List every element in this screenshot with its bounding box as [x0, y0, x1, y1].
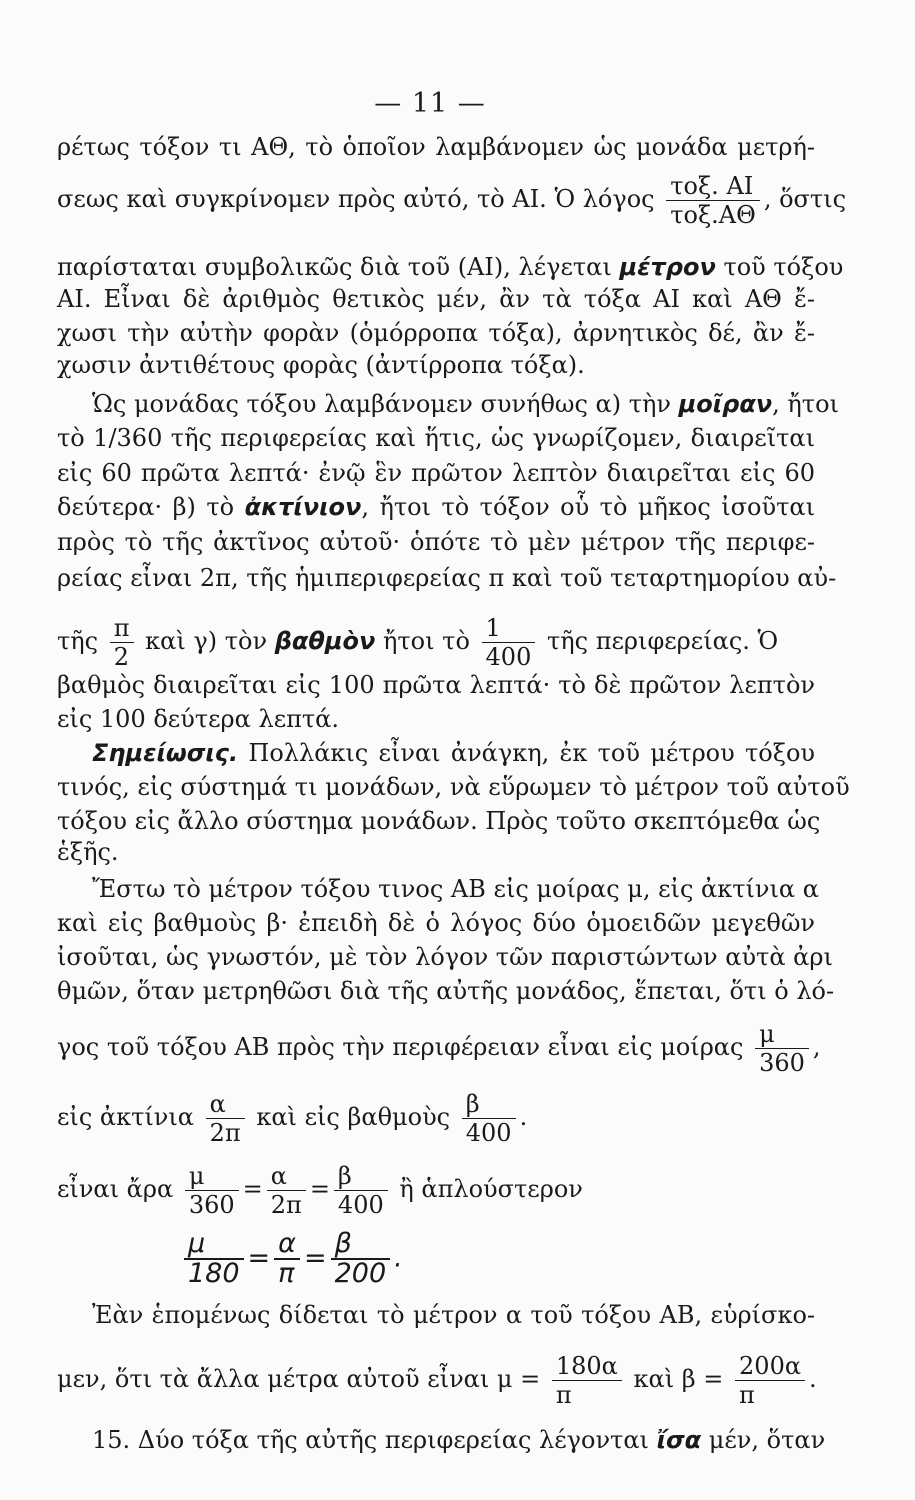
emphasis-term: βαθμὸν — [274, 627, 376, 655]
fraction: $\frac{\mu}{360}$ — [755, 1020, 809, 1077]
fraction: $\frac{\beta}{400}$ — [334, 1162, 388, 1219]
fraction: $\frac{\pi}{2}$ — [110, 614, 134, 671]
text-line: Σημείωσις. Πολλάκις εἶναι ἀνάγκη, ἐκ τοῦ μέτρου τόξου — [92, 739, 815, 767]
emphasis-term: μοῖραν — [678, 390, 773, 418]
text-line: βαθμὸς διαιρεῖται εἰς 100 πρῶτα λεπτά· τὸ δὲ πρῶτον λεπτὸν — [57, 671, 815, 699]
text-line: ρείας εἶναι 2π, τῆς ἡμιπεριφερείας π καὶ τοῦ τεταρτημορίου αὐ- — [57, 564, 837, 592]
fraction: $\frac{\alpha}{2\pi}$ — [267, 1162, 306, 1219]
text-line: τὸ 1/360 τῆς περιφερείας καὶ ἥτις, ὡς γνωρίζομεν, διαιρεῖται — [57, 424, 815, 452]
text-line: σεως καὶ συγκρίνομεν πρὸς αὐτό, τὸ ΑΙ. Ὁ λόγος $\frac{\text{τοξ. ΑΙ}}{\text{τοξ.ΑΘ}}$ , ὅστις — [57, 172, 847, 229]
text-line: γος τοῦ τόξου ΑΒ πρὸς τὴν περιφέρειαν εἶναι εἰς μοίρας $\frac{\mu}{360}$ , — [57, 1020, 821, 1077]
fraction: $\frac{200\alpha}{\pi}$ — [735, 1352, 805, 1409]
text-line: τῆς $\frac{\pi}{2}$ καὶ γ) τὸν βαθμὸν ἤτοι τὸ $\frac{1}{400}$ τῆς περιφερείας. Ὁ — [57, 614, 779, 671]
emphasis-term: μέτρον — [619, 253, 716, 281]
page-number: — 11 — — [374, 88, 486, 119]
text-line: δεύτερα· β) τὸ ἀκτίνιον, ἤτοι τὸ τόξον οὗ τὸ μῆκος ἰσοῦται — [57, 493, 815, 521]
text-line: Ὡς μονάδας τόξου λαμβάνομεν συνήθως α) τὴν μοῖραν, ἤτοι — [92, 390, 839, 418]
text-line: θμῶν, ὅταν μετρηθῶσι διὰ τῆς αὐτῆς μονάδος, ἕπεται, ὅτι ὁ λό- — [57, 977, 835, 1005]
fraction: $\frac{180\alpha}{\pi}$ — [552, 1352, 622, 1409]
fraction: $\frac{\beta}{200}$ — [331, 1230, 391, 1288]
text-line: χωσιν ἀντιθέτους φορὰς (ἀντίρροπα τόξα). — [57, 351, 585, 379]
text-line: 15. Δύο τόξα τῆς αὐτῆς περιφερείας λέγονται ἴσα μέν, ὅταν — [92, 1426, 826, 1454]
text-line: ΑΙ. Εἶναι δὲ ἀριθμὸς θετικὸς μέν, ἂν τὰ τόξα ΑΙ καὶ ΑΘ ἔ- — [57, 285, 815, 313]
emphasis-term: ἴσα — [656, 1426, 702, 1454]
text-line: καὶ εἰς βαθμοὺς β· ἐπειδὴ δὲ ὁ λόγος δύο ὁμοειδῶν μεγεθῶν — [57, 909, 815, 937]
fraction: $\frac{\alpha}{\pi}$ — [274, 1230, 300, 1288]
text-line: ἑξῆς. — [57, 838, 119, 866]
text-line: ἰσοῦται, ὡς γνωστόν, μὲ τὸν λόγον τῶν παριστώντων αὐτὰ ἀρι — [57, 943, 833, 971]
text-line: τόξου εἰς ἄλλο σύστημα μονάδων. Πρὸς τοῦτο σκεπτόμεθα ὡς — [57, 807, 821, 835]
note-heading: Σημείωσις. — [92, 739, 239, 767]
text-line: πρὸς τὸ τῆς ἀκτῖνος αὐτοῦ· ὁπότε τὸ μὲν μέτρον τῆς περιφε- — [57, 528, 815, 556]
fraction: $\frac{\text{τοξ. ΑΙ}}{\text{τοξ.ΑΘ}}$ — [666, 172, 760, 229]
formula-line: $\frac{\mu}{180}$ = $\frac{\alpha}{\pi}$ = $\frac{\beta}{200}$ . — [180, 1230, 580, 1288]
fraction: $\frac{\mu}{180}$ — [184, 1230, 244, 1288]
text-line: τινός, εἰς σύστημά τι μονάδων, νὰ εὕρωμεν τὸ μέτρον τοῦ αὐτοῦ — [57, 773, 850, 801]
fraction: $\frac{\mu}{360}$ — [185, 1162, 239, 1219]
emphasis-term: ἀκτίνιον — [244, 493, 362, 521]
fraction: $\frac{1}{400}$ — [482, 614, 536, 671]
text-line: Ἐὰν ἑπομένως δίδεται τὸ μέτρον α τοῦ τόξου ΑΒ, εὑρίσκο- — [92, 1301, 815, 1329]
text-line: μεν, ὅτι τὰ ἄλλα μέτρα αὐτοῦ εἶναι μ = $\frac{180\alpha}{\pi}$ καὶ β = $\frac{200\alpha}{\pi}$ . — [57, 1352, 817, 1409]
text-line: εἰς 100 δεύτερα λεπτά. — [57, 705, 340, 733]
text-line: εἰς ἀκτίνια $\frac{\alpha}{2\pi}$ καὶ εἰς βαθμοὺς $\frac{\beta}{400}$ . — [57, 1090, 528, 1147]
text-line: χωσι τὴν αὐτὴν φορὰν (ὁμόρροπα τόξα), ἀρνητικὸς δέ, ἂν ἔ- — [57, 319, 815, 347]
fraction: $\frac{\beta}{400}$ — [462, 1090, 516, 1147]
text-line: εἰς 60 πρῶτα λεπτά· ἐνῷ ἓν πρῶτον λεπτὸν διαιρεῖται εἰς 60 — [57, 459, 815, 487]
text-line: ρέτως τόξον τι ΑΘ, τὸ ὁποῖον λαμβάνομεν ὡς μονάδα μετρή- — [57, 133, 815, 161]
text-line: εἶναι ἄρα $\frac{\mu}{360}$ = $\frac{\alpha}{2\pi}$ = $\frac{\beta}{400}$ ἢ ἁπλούστερον — [57, 1162, 583, 1219]
text-line: παρίσταται συμβολικῶς διὰ τοῦ (ΑΙ), λέγεται μέτρον τοῦ τόξου — [57, 253, 844, 281]
fraction: $\frac{\alpha}{2\pi}$ — [206, 1090, 245, 1147]
text-line: Ἔστω τὸ μέτρον τόξου τινος ΑΒ εἰς μοίρας μ, εἰς ἀκτίνια α — [92, 875, 819, 903]
